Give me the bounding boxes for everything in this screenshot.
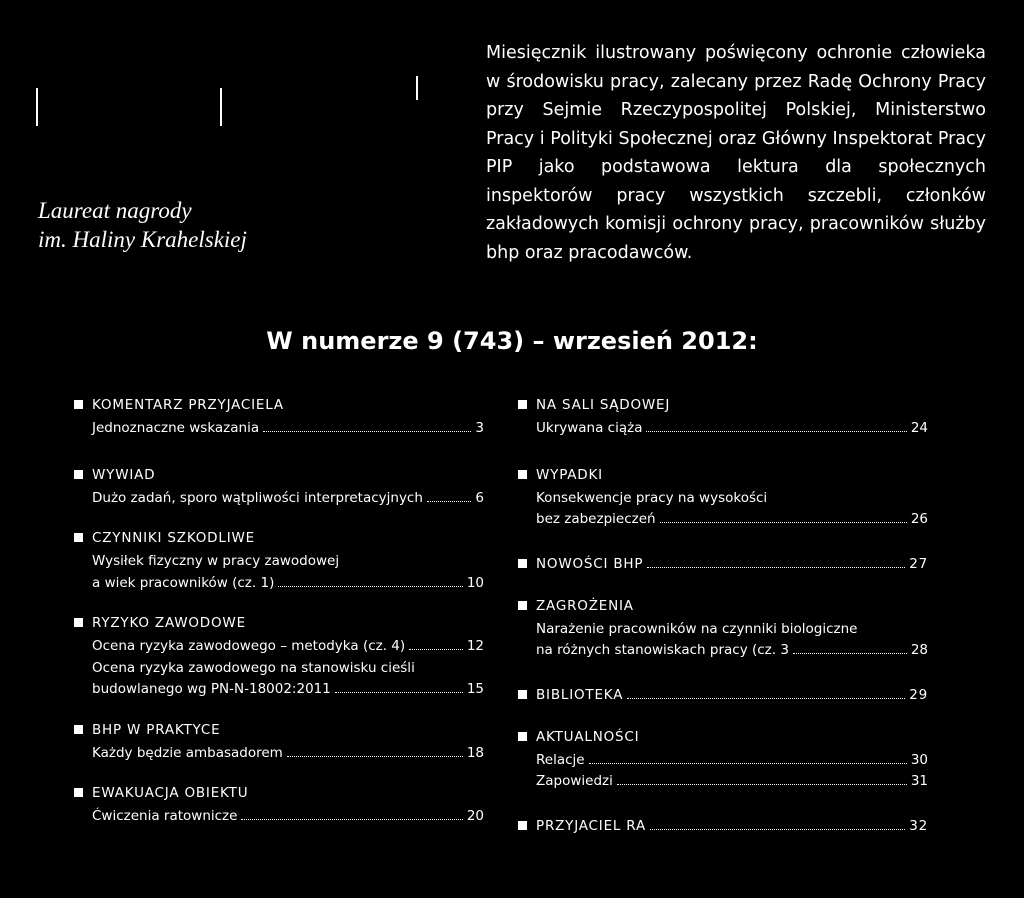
section-heading [518,686,928,704]
toc-row [92,573,484,595]
bullet-icon [74,725,83,734]
toc-row [536,750,928,772]
leader-dots [660,522,907,523]
section-heading [518,396,928,414]
leader-dots [287,756,463,757]
toc-label: a wiek pracowników (cz. 1) [92,574,275,591]
toc-row [536,640,928,662]
toc-column-left [74,396,484,828]
toc-label: Jednoznaczne wskazania [92,420,260,436]
leader-dots [263,431,471,432]
toc-row [536,817,928,835]
toc-entry [518,488,928,531]
toc-entry [74,806,484,828]
page-number: 3 [475,420,484,436]
toc-entry [74,488,484,510]
toc-row [92,488,484,510]
bullet-icon [74,470,83,479]
toc-row [536,771,928,793]
leader-dots [617,784,907,785]
toc-section [74,614,484,701]
toc-row [536,686,928,704]
page-number: 28 [910,642,928,658]
toc-row [92,636,484,658]
toc-row [92,679,484,701]
entry-line: Narażenie pracowników na czynniki biologiczne [536,620,858,637]
section-heading [74,721,484,739]
section-heading-text: RYZYKO ZAWODOWE [92,615,246,631]
section-heading [518,597,928,615]
toc-label: Relacje [536,751,585,768]
leader-dots [335,692,463,693]
bullet-icon [74,400,83,409]
bullet-icon [518,601,527,610]
toc-label: Każdy będzie ambasadorem [92,744,283,761]
toc-section [74,721,484,765]
page-number: 29 [909,686,928,703]
page-number: 12 [466,638,484,654]
bullet-icon [74,788,83,797]
section-heading-text: KOMENTARZ PRZYJACIELA [92,397,284,413]
page-number: 15 [466,681,484,697]
page-number: 6 [475,489,484,506]
vertical-rule [220,88,222,126]
award-caption [38,196,247,254]
page-number: 26 [910,511,928,527]
toc-row [92,743,484,765]
section-heading [74,396,484,414]
toc-entry [518,619,928,662]
bullet-icon [518,400,527,409]
leader-dots [646,431,906,432]
leader-dots [650,829,905,830]
toc-section [518,817,928,835]
toc-label: BIBLIOTEKA [536,686,624,703]
page-number: 27 [909,555,928,572]
page-number: 18 [466,744,484,761]
toc-section [74,529,484,594]
section-heading-text: BHP W PRAKTYCE [92,721,221,738]
toc-row [92,806,484,828]
toc-section [518,597,928,662]
page-number: 31 [910,773,928,789]
bullet-icon [518,559,527,568]
toc-entry [518,750,928,772]
toc-entry [518,418,928,440]
section-heading-text: WYPADKI [536,466,603,483]
toc-entry [74,743,484,765]
bullet-icon [74,618,83,627]
toc-section [518,728,928,793]
section-heading [518,555,928,573]
toc-section [74,784,484,828]
bullet-icon [518,470,527,479]
page-number: 10 [466,574,484,591]
section-heading-text: NA SALI SĄDOWEJ [536,397,671,413]
toc-row [92,418,484,440]
toc-section [518,686,928,704]
entry-line: Konsekwencje pracy na wysokości [536,489,768,506]
leader-dots [589,763,907,764]
bullet-icon [518,690,527,699]
toc-label: bez zabezpieczeń [536,511,656,527]
leader-dots [793,653,907,654]
vertical-rule [416,76,418,100]
leader-dots [409,649,463,650]
page-number: 20 [466,808,484,824]
toc-label: na różnych stanowiskach pracy (cz. 3 [536,642,789,658]
bullet-icon [518,821,527,830]
toc-row [536,418,928,440]
section-heading-text: EWAKUACJA OBIEKTU [92,785,249,801]
toc-label: budowlanego wg PN-N-18002:2011 [92,681,331,697]
section-heading-text: ZAGROŻENIA [536,597,634,614]
magazine-description: Miesięcznik ilustrowany poświęcony ochronie człowieka w środowisku pracy, zalecany przez Radę Ochrony Pracy przy Sejmie Rzeczypospolitej Polskiej, Ministerstwo Pracy i Polityki Społecznej oraz Główny Inspektorat Pracy PIP jako podstawowa lektura dla społecznych inspektorów pracy wszystkich szczebli, członków zakładowych komisji ochrony pracy, pracowników służby bhp oraz pracodawców. [486,43,986,263]
toc-entry [74,551,484,594]
leader-dots [278,586,462,587]
bullet-icon [518,732,527,741]
section-heading-text: AKTUALNOŚCI [536,728,640,745]
leader-dots [427,501,471,502]
toc-column-right [518,396,928,835]
toc-row [536,509,928,531]
section-heading [518,817,928,835]
toc-section [518,555,928,573]
section-heading [74,466,484,484]
toc-section [74,466,484,510]
section-heading [518,466,928,484]
toc-label: PRZYJACIEL RA [536,817,646,834]
section-heading [518,728,928,746]
toc-entry [74,636,484,658]
award-line: Laureat nagrody [38,198,192,223]
leader-dots [647,567,905,568]
section-heading [74,614,484,632]
section-heading-text: CZYNNIKI SZKODLIWE [92,530,255,546]
issue-title: W numerze 9 (743) – wrzesień 2012: [266,327,758,355]
toc-label: Ocena ryzyka zawodowego – metodyka (cz. 4) [92,638,406,654]
section-heading [74,784,484,802]
toc-label: Dużo zadań, sporo wątpliwości interpretacyjnych [92,489,423,506]
entry-line: Ocena ryzyka zawodowego na stanowisku cieśli [92,659,415,676]
award-line: im. Haliny Krahelskiej [38,227,247,252]
bullet-icon [74,533,83,542]
toc-row [536,555,928,573]
page-number: 24 [910,420,928,436]
toc-section [74,396,484,440]
toc-label: NOWOŚCI BHP [536,555,644,572]
section-heading [74,529,484,547]
toc-entry [518,771,928,793]
toc-label: Ćwiczenia ratownicze [92,808,238,824]
leader-dots [241,819,462,820]
leader-dots [627,698,905,699]
entry-line: Wysiłek fizyczny w pracy zawodowej [92,553,340,569]
toc-label: Ukrywana ciąża [536,420,643,436]
toc-section [518,466,928,531]
vertical-rule [36,88,38,126]
page-number: 30 [910,751,928,768]
toc-section [518,396,928,440]
page-number: 32 [909,817,928,834]
section-heading-text: WYWIAD [92,466,156,483]
toc-label: Zapowiedzi [536,773,613,789]
toc-entry [74,418,484,440]
toc-entry [74,658,484,701]
